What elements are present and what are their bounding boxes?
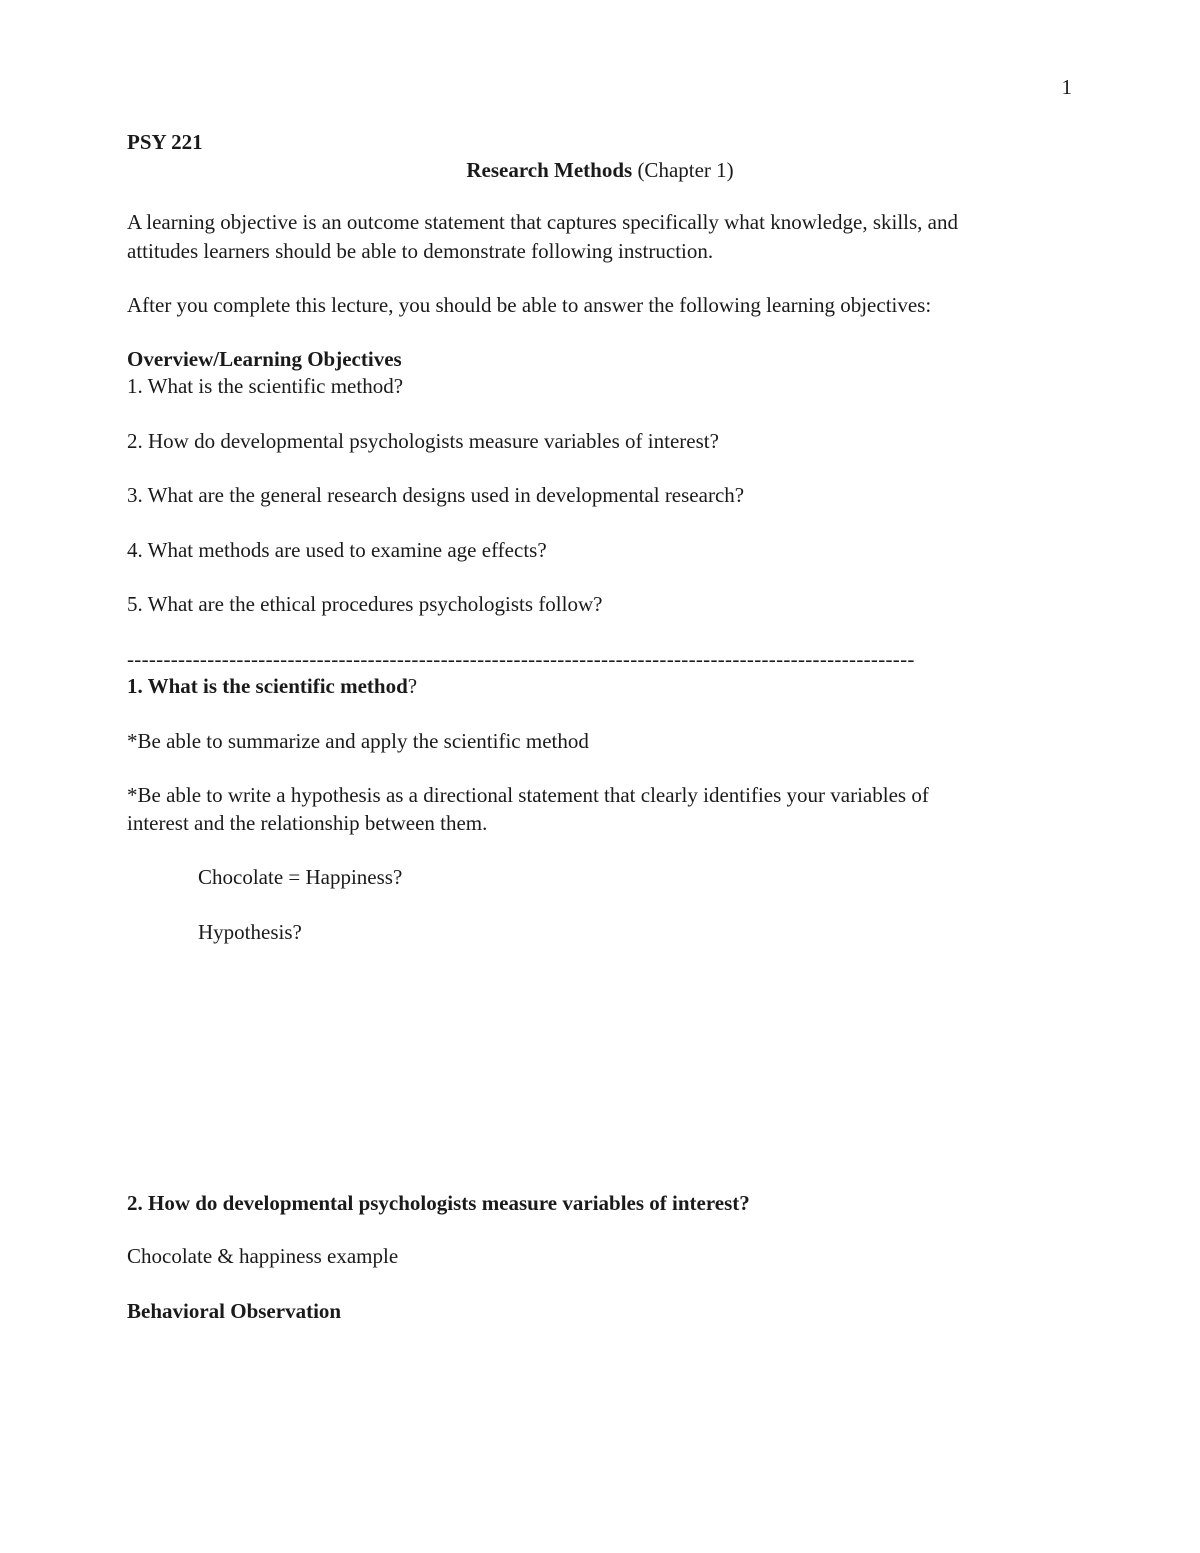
section1-heading-text: 1. What is the scientific method xyxy=(127,674,408,698)
chocolate-happiness-question: Chocolate = Happiness? xyxy=(198,865,403,889)
behavioral-observation-heading: Behavioral Observation xyxy=(127,1299,342,1323)
overview-heading: Overview/Learning Objectives xyxy=(127,347,402,371)
section1-note-1: *Be able to summarize and apply the scientific method xyxy=(127,729,589,753)
section-divider: ------------------------------------------------------------------------------------------------------------ xyxy=(127,647,915,671)
section1-heading-tail: ? xyxy=(407,674,418,698)
section1-heading xyxy=(127,672,417,701)
page-number: 1 xyxy=(1061,75,1072,99)
objective-item-2: 2. How do developmental psychologists measure variables of interest? xyxy=(127,429,719,453)
section2-heading: 2. How do developmental psychologists measure variables of interest? xyxy=(127,1191,750,1215)
objective-item-1: 1. What is the scientific method? xyxy=(127,374,404,398)
page-title xyxy=(0,156,1200,185)
intro-lead: After you complete this lecture, you should be able to answer the following learning objectives: xyxy=(127,293,932,317)
objective-item-4: 4. What methods are used to examine age effects? xyxy=(127,538,547,562)
section1-note-2-line-1: *Be able to write a hypothesis as a directional statement that clearly identifies your variables of xyxy=(127,783,929,807)
objective-item-3: 3. What are the general research designs used in developmental research? xyxy=(127,483,745,507)
section1-note-2-line-2: interest and the relationship between them. xyxy=(127,811,488,835)
objective-item-5: 5. What are the ethical procedures psychologists follow? xyxy=(127,592,603,616)
section2-example: Chocolate & happiness example xyxy=(127,1244,399,1268)
page-title-sub: (Chapter 1) xyxy=(637,158,734,182)
intro-line-2: attitudes learners should be able to demonstrate following instruction. xyxy=(127,239,714,263)
course-code: PSY 221 xyxy=(127,130,203,154)
page-title-main: Research Methods xyxy=(466,158,633,182)
hypothesis-prompt: Hypothesis? xyxy=(198,920,302,944)
intro-line-1: A learning objective is an outcome statement that captures specifically what knowledge, skills, and xyxy=(127,210,959,234)
